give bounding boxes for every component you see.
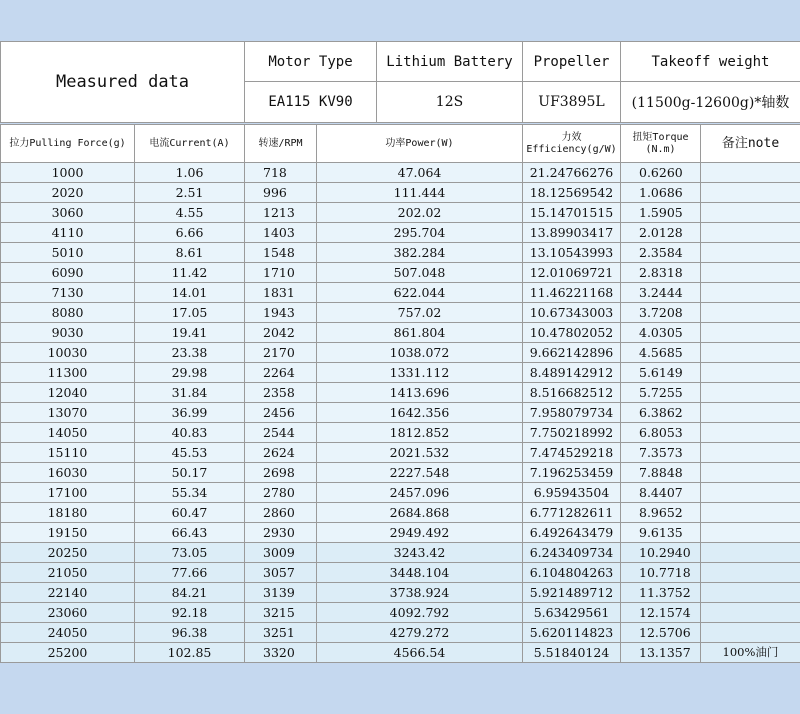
- torque-cell: 5.7255: [621, 383, 701, 403]
- current-cell: 19.41: [135, 323, 245, 343]
- table-row: [1, 183, 800, 203]
- pull-cell: 19150: [1, 523, 135, 543]
- pull-cell: 9030: [1, 323, 135, 343]
- table-row: [1, 643, 800, 663]
- efficiency-cell: 7.474529218: [523, 443, 621, 463]
- torque-cell: 4.0305: [621, 323, 701, 343]
- current-cell: 45.53: [135, 443, 245, 463]
- motor-type-label: Motor Type: [245, 42, 377, 82]
- efficiency-cell: 7.958079734: [523, 403, 621, 423]
- note-cell: [701, 323, 800, 343]
- table-row: [1, 443, 800, 463]
- torque-cell: 6.8053: [621, 423, 701, 443]
- power-cell: 757.02: [317, 303, 523, 323]
- col-header-pull: 拉力Pulling Force(g): [1, 125, 135, 163]
- torque-cell: 1.0686: [621, 183, 701, 203]
- note-cell: [701, 363, 800, 383]
- power-cell: 1331.112: [317, 363, 523, 383]
- efficiency-cell: 8.489142912: [523, 363, 621, 383]
- note-cell: [701, 303, 800, 323]
- efficiency-cell: 6.104804263: [523, 563, 621, 583]
- torque-cell: 2.8318: [621, 263, 701, 283]
- current-cell: 92.18: [135, 603, 245, 623]
- note-cell: [701, 463, 800, 483]
- efficiency-cell: 5.63429561: [523, 603, 621, 623]
- pull-cell: 20250: [1, 543, 135, 563]
- pull-cell: 8080: [1, 303, 135, 323]
- efficiency-cell: 5.921489712: [523, 583, 621, 603]
- table-row: [1, 343, 800, 363]
- pull-cell: 7130: [1, 283, 135, 303]
- rpm-cell: 2358: [245, 383, 317, 403]
- current-cell: 36.99: [135, 403, 245, 423]
- power-cell: 202.02: [317, 203, 523, 223]
- torque-cell: 11.3752: [621, 583, 701, 603]
- efficiency-cell: 12.01069721: [523, 263, 621, 283]
- efficiency-cell: 7.750218992: [523, 423, 621, 443]
- pull-cell: 5010: [1, 243, 135, 263]
- current-cell: 31.84: [135, 383, 245, 403]
- current-cell: 84.21: [135, 583, 245, 603]
- note-cell: [701, 263, 800, 283]
- rpm-cell: 1213: [245, 203, 317, 223]
- power-cell: 3448.104: [317, 563, 523, 583]
- rpm-cell: 996: [245, 183, 317, 203]
- col-header-note: 备注note: [701, 125, 800, 163]
- table-row: [1, 243, 800, 263]
- table-row: [1, 523, 800, 543]
- rpm-cell: 2264: [245, 363, 317, 383]
- pull-cell: 6090: [1, 263, 135, 283]
- power-cell: 507.048: [317, 263, 523, 283]
- col-header-power: 功率Power(W): [317, 125, 523, 163]
- torque-cell: 7.8848: [621, 463, 701, 483]
- note-cell: [701, 223, 800, 243]
- rpm-cell: 718: [245, 163, 317, 183]
- note-cell: [701, 603, 800, 623]
- torque-cell: 3.7208: [621, 303, 701, 323]
- table-row: [1, 383, 800, 403]
- rpm-cell: 2170: [245, 343, 317, 363]
- note-cell: [701, 543, 800, 563]
- col-header-torque: [621, 125, 701, 163]
- table-row: [1, 463, 800, 483]
- power-cell: 2949.492: [317, 523, 523, 543]
- pull-cell: 21050: [1, 563, 135, 583]
- rpm-cell: 3251: [245, 623, 317, 643]
- current-cell: 73.05: [135, 543, 245, 563]
- rpm-cell: 2698: [245, 463, 317, 483]
- efficiency-cell: 8.516682512: [523, 383, 621, 403]
- table-row: [1, 563, 800, 583]
- torque-cell: 4.5685: [621, 343, 701, 363]
- current-cell: 55.34: [135, 483, 245, 503]
- table-row: [1, 423, 800, 443]
- efficiency-cell: 15.14701515: [523, 203, 621, 223]
- pull-cell: 22140: [1, 583, 135, 603]
- torque-cell: 8.4407: [621, 483, 701, 503]
- efficiency-cell: 11.46221168: [523, 283, 621, 303]
- rpm-cell: 1403: [245, 223, 317, 243]
- table-row: [1, 303, 800, 323]
- rpm-cell: 2544: [245, 423, 317, 443]
- torque-cell: 10.2940: [621, 543, 701, 563]
- table-row: [1, 623, 800, 643]
- rpm-cell: 2860: [245, 503, 317, 523]
- note-cell: [701, 243, 800, 263]
- efficiency-cell: 6.243409734: [523, 543, 621, 563]
- torque-cell: 12.1574: [621, 603, 701, 623]
- pull-cell: 15110: [1, 443, 135, 463]
- note-cell: [701, 443, 800, 463]
- col-header-current: 电流Current(A): [135, 125, 245, 163]
- efficiency-cell: 13.89903417: [523, 223, 621, 243]
- note-cell: [701, 403, 800, 423]
- efficiency-cell: 13.10543993: [523, 243, 621, 263]
- rpm-cell: 2042: [245, 323, 317, 343]
- power-cell: 4092.792: [317, 603, 523, 623]
- table-row: [1, 583, 800, 603]
- note-cell: [701, 583, 800, 603]
- pull-cell: 17100: [1, 483, 135, 503]
- note-cell: [701, 423, 800, 443]
- efficiency-cell: 18.12569542: [523, 183, 621, 203]
- torque-cell: 5.6149: [621, 363, 701, 383]
- measurement-table: [0, 124, 800, 663]
- pull-cell: 14050: [1, 423, 135, 443]
- current-cell: 29.98: [135, 363, 245, 383]
- torque-cell: 3.2444: [621, 283, 701, 303]
- note-cell: [701, 523, 800, 543]
- power-cell: 3738.924: [317, 583, 523, 603]
- current-cell: 96.38: [135, 623, 245, 643]
- table-row: [1, 263, 800, 283]
- efficiency-cell: 6.95943504: [523, 483, 621, 503]
- efficiency-cell: 6.492643479: [523, 523, 621, 543]
- measured-data-title: Measured data: [1, 42, 245, 123]
- torque-cell: 1.5905: [621, 203, 701, 223]
- rpm-cell: 3320: [245, 643, 317, 663]
- note-cell: [701, 183, 800, 203]
- col-header-rpm: 转速/RPM: [245, 125, 317, 163]
- torque-cell: 2.0128: [621, 223, 701, 243]
- power-cell: 47.064: [317, 163, 523, 183]
- takeoff-weight-value: (11500g-12600g)*轴数: [621, 82, 800, 123]
- power-cell: 382.284: [317, 243, 523, 263]
- rpm-cell: 1943: [245, 303, 317, 323]
- note-cell: [701, 483, 800, 503]
- current-cell: 23.38: [135, 343, 245, 363]
- pull-cell: 18180: [1, 503, 135, 523]
- torque-cell: 6.3862: [621, 403, 701, 423]
- torque-cell: 10.7718: [621, 563, 701, 583]
- power-cell: 4279.272: [317, 623, 523, 643]
- table-row: [1, 483, 800, 503]
- current-cell: 11.42: [135, 263, 245, 283]
- table-row: [1, 203, 800, 223]
- note-cell: 100%油门: [701, 643, 800, 663]
- current-cell: 50.17: [135, 463, 245, 483]
- note-cell: [701, 383, 800, 403]
- rpm-cell: 3139: [245, 583, 317, 603]
- rpm-cell: 2930: [245, 523, 317, 543]
- torque-cell: 13.1357: [621, 643, 701, 663]
- pull-cell: 25200: [1, 643, 135, 663]
- battery-value: 12S: [377, 82, 523, 123]
- current-cell: 66.43: [135, 523, 245, 543]
- note-cell: [701, 623, 800, 643]
- note-cell: [701, 163, 800, 183]
- rpm-cell: 2456: [245, 403, 317, 423]
- motor-type-value: EA115 KV90: [245, 82, 377, 123]
- pull-cell: 13070: [1, 403, 135, 423]
- current-cell: 8.61: [135, 243, 245, 263]
- table-row: [1, 503, 800, 523]
- torque-unit-label: (N.m): [645, 143, 676, 155]
- current-cell: 2.51: [135, 183, 245, 203]
- table-row: [1, 603, 800, 623]
- table-row: [1, 363, 800, 383]
- current-cell: 17.05: [135, 303, 245, 323]
- torque-cell: 12.5706: [621, 623, 701, 643]
- pull-cell: 2020: [1, 183, 135, 203]
- efficiency-cell: 10.47802052: [523, 323, 621, 343]
- efficiency-cell: 7.196253459: [523, 463, 621, 483]
- power-cell: 1642.356: [317, 403, 523, 423]
- col-header-efficiency: [523, 125, 621, 163]
- current-cell: 60.47: [135, 503, 245, 523]
- note-cell: [701, 343, 800, 363]
- takeoff-weight-label: Takeoff weight: [621, 42, 800, 82]
- efficiency-cn-label: 力效: [561, 131, 582, 143]
- power-cell: 2457.096: [317, 483, 523, 503]
- rpm-cell: 2624: [245, 443, 317, 463]
- current-cell: 40.83: [135, 423, 245, 443]
- rpm-cell: 2780: [245, 483, 317, 503]
- efficiency-cell: 6.771282611: [523, 503, 621, 523]
- current-cell: 14.01: [135, 283, 245, 303]
- torque-cell: 7.3573: [621, 443, 701, 463]
- pull-cell: 16030: [1, 463, 135, 483]
- table-row: [1, 543, 800, 563]
- table-row: [1, 163, 800, 183]
- current-cell: 1.06: [135, 163, 245, 183]
- torque-cell: 8.9652: [621, 503, 701, 523]
- power-cell: 295.704: [317, 223, 523, 243]
- rpm-cell: 3057: [245, 563, 317, 583]
- power-cell: 2021.532: [317, 443, 523, 463]
- torque-label: 扭矩Torque: [632, 131, 689, 143]
- power-cell: 4566.54: [317, 643, 523, 663]
- power-cell: 3243.42: [317, 543, 523, 563]
- table-row: [1, 403, 800, 423]
- top-band: [0, 0, 800, 41]
- current-cell: 102.85: [135, 643, 245, 663]
- pull-cell: 11300: [1, 363, 135, 383]
- pull-cell: 4110: [1, 223, 135, 243]
- rpm-cell: 3215: [245, 603, 317, 623]
- efficiency-cell: 9.662142896: [523, 343, 621, 363]
- rpm-cell: 1710: [245, 263, 317, 283]
- power-cell: 1038.072: [317, 343, 523, 363]
- note-cell: [701, 203, 800, 223]
- rpm-cell: 1548: [245, 243, 317, 263]
- rpm-cell: 1831: [245, 283, 317, 303]
- power-cell: 622.044: [317, 283, 523, 303]
- pull-cell: 23060: [1, 603, 135, 623]
- table-row: [1, 323, 800, 343]
- efficiency-en-label: Efficiency(g/W): [526, 143, 617, 155]
- efficiency-cell: 5.620114823: [523, 623, 621, 643]
- current-cell: 4.55: [135, 203, 245, 223]
- power-cell: 2684.868: [317, 503, 523, 523]
- pull-cell: 12040: [1, 383, 135, 403]
- pull-cell: 24050: [1, 623, 135, 643]
- power-cell: 111.444: [317, 183, 523, 203]
- note-cell: [701, 283, 800, 303]
- spec-header-table: [0, 41, 800, 123]
- power-cell: 1812.852: [317, 423, 523, 443]
- torque-cell: 0.6260: [621, 163, 701, 183]
- torque-cell: 9.6135: [621, 523, 701, 543]
- current-cell: 77.66: [135, 563, 245, 583]
- note-cell: [701, 503, 800, 523]
- battery-label: Lithium Battery: [377, 42, 523, 82]
- efficiency-cell: 21.24766276: [523, 163, 621, 183]
- power-cell: 2227.548: [317, 463, 523, 483]
- bottom-band: [0, 680, 800, 714]
- power-cell: 1413.696: [317, 383, 523, 403]
- table-row: [1, 223, 800, 243]
- efficiency-cell: 10.67343003: [523, 303, 621, 323]
- rpm-cell: 3009: [245, 543, 317, 563]
- efficiency-cell: 5.51840124: [523, 643, 621, 663]
- propeller-value: UF3895L: [523, 82, 621, 123]
- note-cell: [701, 563, 800, 583]
- propeller-label: Propeller: [523, 42, 621, 82]
- pull-cell: 3060: [1, 203, 135, 223]
- current-cell: 6.66: [135, 223, 245, 243]
- table-row: [1, 283, 800, 303]
- torque-cell: 2.3584: [621, 243, 701, 263]
- power-cell: 861.804: [317, 323, 523, 343]
- pull-cell: 10030: [1, 343, 135, 363]
- pull-cell: 1000: [1, 163, 135, 183]
